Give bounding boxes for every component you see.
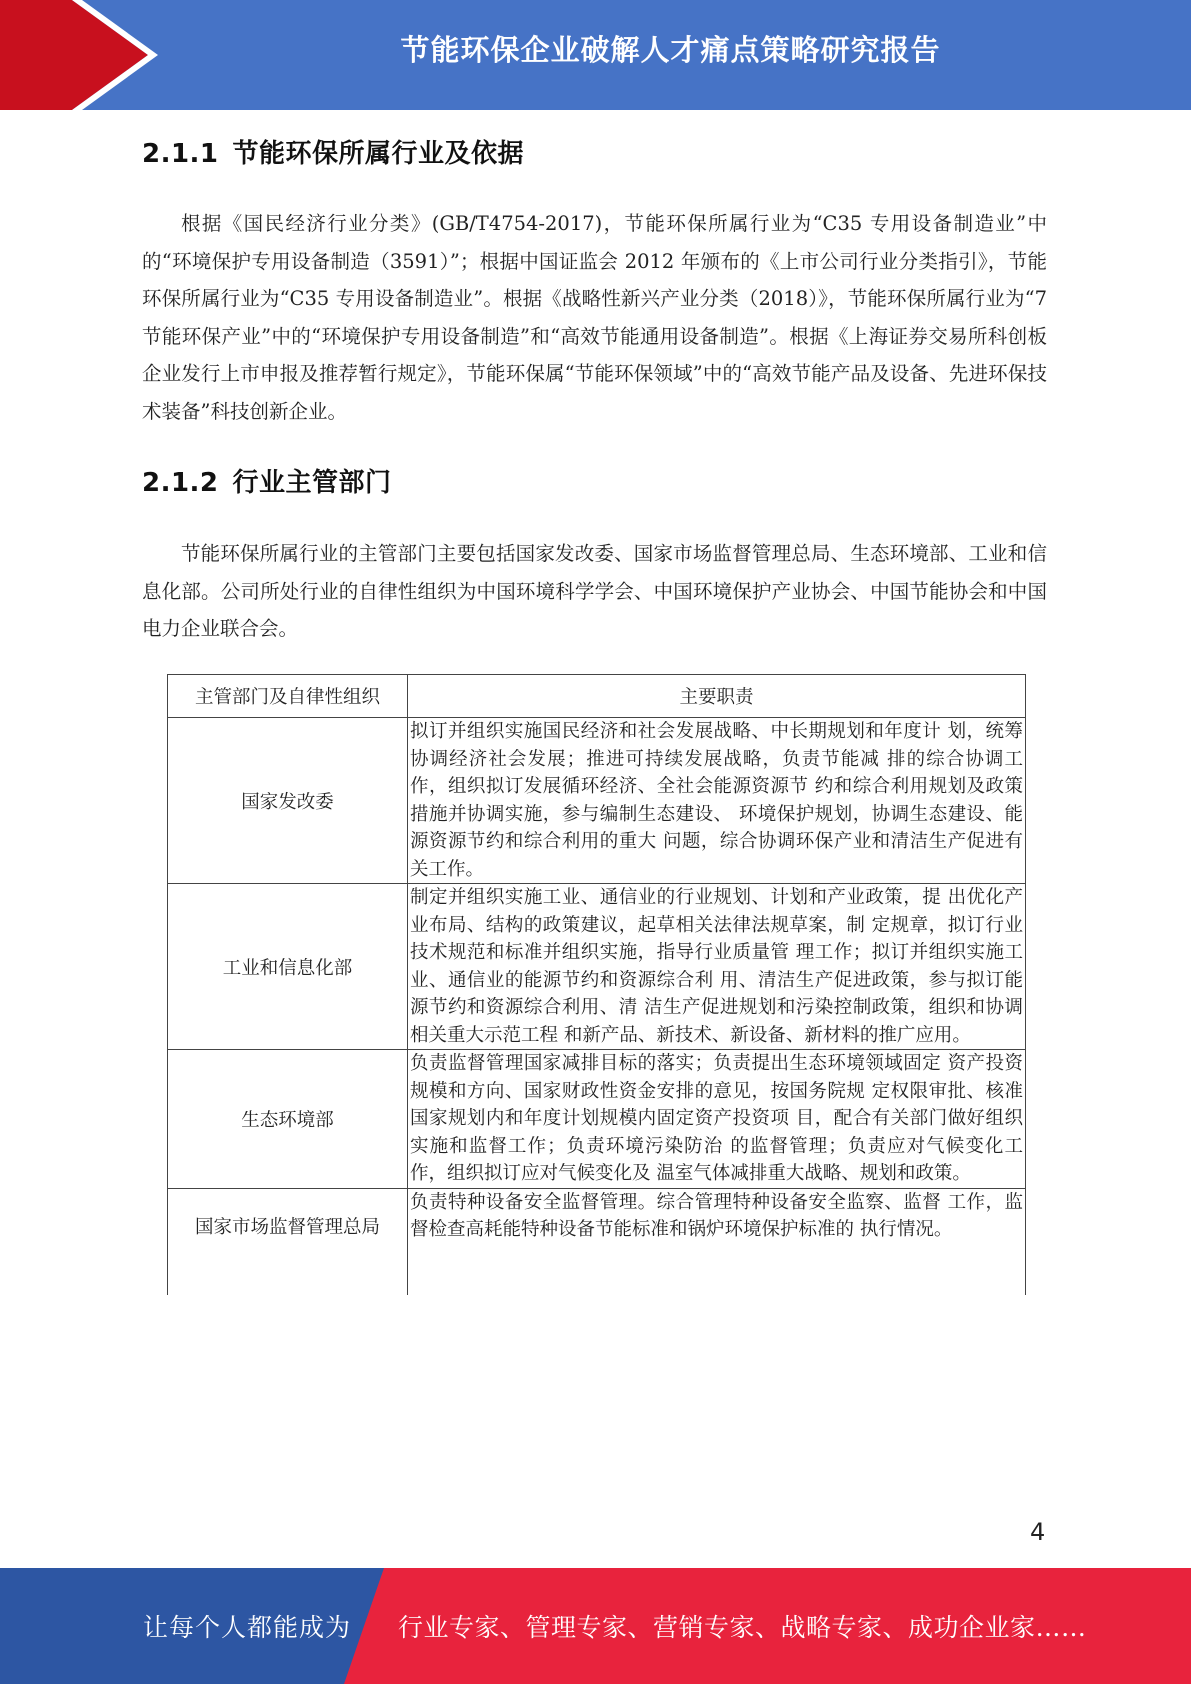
table-cell-org: 国家市场监督管理总局	[168, 1188, 408, 1295]
section-number: 2.1.2	[142, 468, 219, 498]
section-title: 节能环保所属行业及依据	[232, 139, 525, 169]
footer-slogan-right: 行业专家、管理专家、营销专家、战略专家、成功企业家……	[398, 1613, 1087, 1642]
table-cell-duty: 制定并组织实施工业、通信业的行业规划、计划和产业政策，提 出优化产业布局、结构的政策建议，起草相关法律法规草案，制 定规章，拟订行业技术规范和标准并组织实施，指导行业质量管 理工作；拟订并组织实施工业、通信业的能源节约和资源综合利 用、清洁生产促进政策，参与拟订能源节约和资源综合利用、清 洁生产促进规划和污染控制政策，组织和协调相关重大示范工程 和新产品、新技术、新设备、新材料的推广应用。	[408, 884, 1026, 1050]
table-cell-org: 国家发改委	[168, 718, 408, 884]
page-number: 4	[1030, 1518, 1046, 1546]
report-footer	[0, 1568, 1191, 1684]
section-paragraph-industry-basis: 根据《国民经济行业分类》(GB/T4754-2017)，节能环保所属行业为“C35 专用设备制造业”中的“环境保护专用设备制造（3591）”；根据中国证监会 2012 年颁布的《上市公司行业分类指引》，节能环保所属行业为“C35 专用设备制造业”。根据《战略性新兴产业分类（2018）》，节能环保所属行业为“7 节能环保产业”中的“环境保护专用设备制造”和“高效节能通用设备制造”。根据《上海证券交易所科创板企业发行上市申报及推荐暂行规定》，节能环保属“节能环保领域”中的“高效节能产品及设备、先进环保技术装备”科技创新企业。	[142, 212, 1047, 423]
table-cell-duty: 负责特种设备安全监督管理。综合管理特种设备安全监察、监督 工作，监督检查高耗能特种设备节能标准和锅炉环境保护标准的 执行情况。	[408, 1188, 1026, 1295]
table-row	[168, 1050, 1026, 1189]
section-title: 行业主管部门	[232, 468, 392, 498]
table-cell-org: 生态环境部	[168, 1050, 408, 1189]
table-cell-duty: 负责监督管理国家减排目标的落实；负责提出生态环境领域固定 资产投资规模和方向、国家财政性资金安排的意见，按国务院规 定权限审批、核准国家规划内和年度计划规模内固定资产投资项 目，配合有关部门做好组织实施和监督工作；负责环境污染防治 的监督管理；负责应对气候变化工作，组织拟订应对气候变化及 温室气体减排重大战略、规划和政策。	[408, 1050, 1026, 1189]
section-heading-2-1-2	[142, 462, 392, 499]
authorities-table	[167, 674, 1026, 1295]
table-row	[168, 718, 1026, 884]
table-header-row	[168, 675, 1026, 718]
table-header-duty: 主要职责	[408, 675, 1026, 718]
section-heading-2-1-1	[142, 133, 524, 170]
table-row	[168, 1188, 1026, 1295]
section-paragraph-authorities: 节能环保所属行业的主管部门主要包括国家发改委、国家市场监督管理总局、生态环境部、工业和信息化部。公司所处行业的自律性组织为中国环境科学学会、中国环境保护产业协会、中国节能协会和中国电力企业联合会。	[142, 542, 1047, 640]
table-row	[168, 884, 1026, 1050]
table-cell-duty: 拟订并组织实施国民经济和社会发展战略、中长期规划和年度计 划，统筹协调经济社会发展；推进可持续发展战略，负责节能减 排的综合协调工作，组织拟订发展循环经济、全社会能源资源节 约和综合利用规划及政策措施并协调实施，参与编制生态建设、 环境保护规划，协调生态建设、能源资源节约和综合利用的重大 问题，综合协调环保产业和清洁生产促进有关工作。	[408, 718, 1026, 884]
table-header-org: 主管部门及自律性组织	[168, 675, 408, 718]
table-cell-org: 工业和信息化部	[168, 884, 408, 1050]
footer-slogan-left: 让每个人都能成为	[143, 1613, 352, 1642]
section-number: 2.1.1	[142, 139, 219, 169]
report-header	[0, 0, 1191, 110]
report-title: 节能环保企业破解人才痛点策略研究报告	[400, 33, 941, 67]
